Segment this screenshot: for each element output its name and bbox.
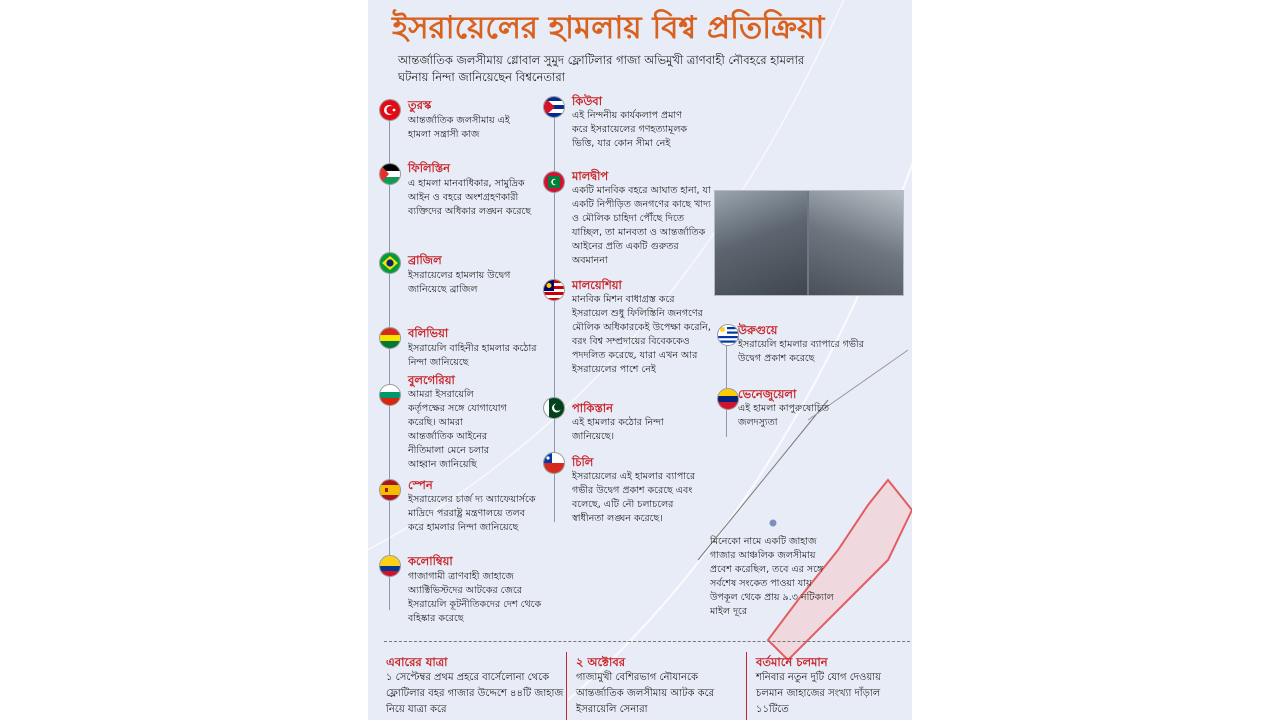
country-statement: ইসরায়েলি হামলার ব্যাপারে গভীর উদ্বেগ প্রকাশ করেছে [738, 339, 864, 364]
uruguay-flag-icon [717, 324, 739, 346]
country-statement: গাজাগামী ত্রাণবাহী জাহাজে অ্যাক্টিভিস্টদের আটকের জেরে ইসরায়েলি কূটনীতিকদের দেশ থেকে বহিষ্কার করেছে [408, 571, 542, 624]
palestine-flag-icon [379, 163, 401, 185]
pakistan-flag-icon [543, 397, 565, 419]
country-name: তুরস্ক [408, 98, 432, 112]
chile-flag-icon [543, 452, 565, 474]
timeline-text: গাজামুখী বেশিরভাগ নৌযানকে আন্তর্জাতিক জলসীমায় আটক করে ইসরায়েলি সেনারা [576, 672, 715, 715]
timeline-title: বর্তমানে চলমান [756, 655, 828, 669]
timeline-separator [746, 652, 747, 720]
country-name: পাকিস্তান [572, 401, 613, 415]
country-name: মালয়েশিয়া [572, 278, 622, 292]
bolivia-flag-icon [379, 327, 401, 349]
country-name: উরুগুয়ে [738, 323, 778, 337]
country-name: ভেনেজুয়েলা [738, 387, 797, 401]
country-name: বুলগেরিয়া [408, 373, 455, 387]
photo-left-panel [715, 191, 807, 295]
map-annotation: মিনেকো নামে একটি জাহাজ গাজার আঞ্চলিক জলসীমায় প্রবেশ করেছিল, তবে এর সঙ্গে সর্বশেষ সংকেত পাওয়া যায় উপকূল থেকে প্রায় ৯.৩ নটিক্যাল মাইল দূরে [710, 536, 834, 617]
timeline-separator [566, 652, 567, 720]
timeline-divider [384, 641, 910, 642]
cuba-flag-icon [543, 96, 565, 118]
country-name: মালদ্বীপ [572, 169, 609, 183]
country-name: চিলি [572, 455, 594, 469]
brazil-flag-icon [379, 252, 401, 274]
page-title: ইসরায়েলের হামলায় বিশ্ব প্রতিক্রিয়া [392, 10, 825, 46]
timeline-text: শনিবার নতুন দুটি যোগ দেওয়ায় চলমান জাহাজের সংখ্যা দাঁড়াল ১১টিতে [756, 672, 882, 715]
country-name: বলিভিয়া [408, 326, 449, 340]
country-statement: ইসরায়েলি বাহিনীর হামলার কঠোর নিন্দা জানিয়েছে [408, 343, 537, 368]
country-name: স্পেন [408, 478, 433, 492]
page-subtitle: আন্তর্জাতিক জলসীমায় গ্লোবাল সুমুদ ফ্লোটিলার গাজা অভিমুখী ত্রাণবাহী নৌবহরে হামলার ঘটনায় নিন্দা জানিয়েছেন বিশ্বনেতারা [398, 53, 805, 84]
country-statement: এ হামলা মানবাধিকার, সামুদ্রিক আইন ও বহরে অংশগ্রহণকারী ব্যক্তিদের অধিকার লঙ্ঘন করেছে [408, 178, 532, 217]
country-statement: ইসরায়েলের হামলায় উদ্বেগ জানিয়েছে ব্রাজিল [408, 270, 511, 295]
country-statement: এই নিন্দনীয় কার্যকলাপ প্রমাণ করে ইসরায়েলের গণহত্যামূলক ভিত্তি, যার কোন সীমা নেই [572, 110, 688, 149]
infographic-poster [368, 0, 912, 720]
country-statement: ইসরায়েলের চার্জ দ্য অ্যাফেয়ার্সকে মাদ্রিদে পররাষ্ট্র মন্ত্রণালয়ে তলব করে হামলার নিন্দা জানিয়েছে [408, 494, 536, 533]
country-statement: মানবিক মিশন বাধাগ্রস্ত করে ইসরায়েল শুধু ফিলিস্তিনি জনগণের মৌলিক অধিকারকেই উপেক্ষা করেনি, বরং বিশ্ব সম্প্রদায়ের বিবেককেও পদদলিত করেছে, যারা এখন আর ইসরায়েলের পাশে নেই [572, 294, 711, 375]
country-name: কিউবা [572, 94, 603, 108]
bulgaria-flag-icon [379, 384, 401, 406]
spain-flag-icon [379, 479, 401, 501]
turkey-flag-icon [379, 99, 401, 121]
flotilla-photo [714, 190, 904, 296]
country-statement: একটি মানবিক বহরে আঘাত হানা, যা একটি নিপীড়িত জনগণের কাছে খাদ্য ও মৌলিক চাহিদা পৌঁছে দিতে যাচ্ছিল, তা মানবতা ও আন্তর্জাতিক আইনের প্রতি একটি গুরুতর অবমাননা [572, 185, 711, 266]
country-name: ফিলিস্তিন [408, 161, 450, 175]
column1-line [389, 118, 390, 610]
timeline-text: ১ সেপ্টেম্বর প্রথম প্রহরে বার্সেলোনা থেকে ফ্লোটিলার বহর গাজার উদ্দেশে ৪৪টি জাহাজ নিয়ে যাত্রা করে [386, 672, 564, 715]
venezuela-flag-icon [717, 388, 739, 410]
country-statement: এই হামলা কাপুরুষোচিত জলদস্যুতা [738, 403, 829, 428]
country-statement: আমরা ইসরায়েলি কর্তৃপক্ষের সঙ্গে যোগাযোগ করেছি। আমরা আন্তর্জাতিক আইনের নীতিমালা মেনে চলার আহ্বান জানিয়েছি [408, 389, 507, 470]
timeline-title: ২ অক্টোবর [576, 655, 626, 669]
country-name: কলোম্বিয়া [408, 554, 453, 568]
country-statement: এই হামলার কঠোর নিন্দা জানিয়েছে। [572, 417, 664, 442]
maldives-flag-icon [543, 171, 565, 193]
country-statement: আন্তর্জাতিক জলসীমায় এই হামলা সন্ত্রাসী কাজ [408, 115, 510, 140]
timeline-title: এবারের যাত্রা [386, 655, 448, 669]
colombia-flag-icon [379, 555, 401, 577]
malaysia-flag-icon [543, 279, 565, 301]
photo-right-panel [809, 191, 903, 295]
country-name: ব্রাজিল [408, 253, 442, 267]
country-statement: ইসরায়েলের এই হামলার ব্যাপারে গভীর উদ্বেগ প্রকাশ করেছে এবং বলেছে, এটি নৌ চলাচলের স্বাধীনতা লঙ্ঘন করেছে। [572, 471, 696, 524]
